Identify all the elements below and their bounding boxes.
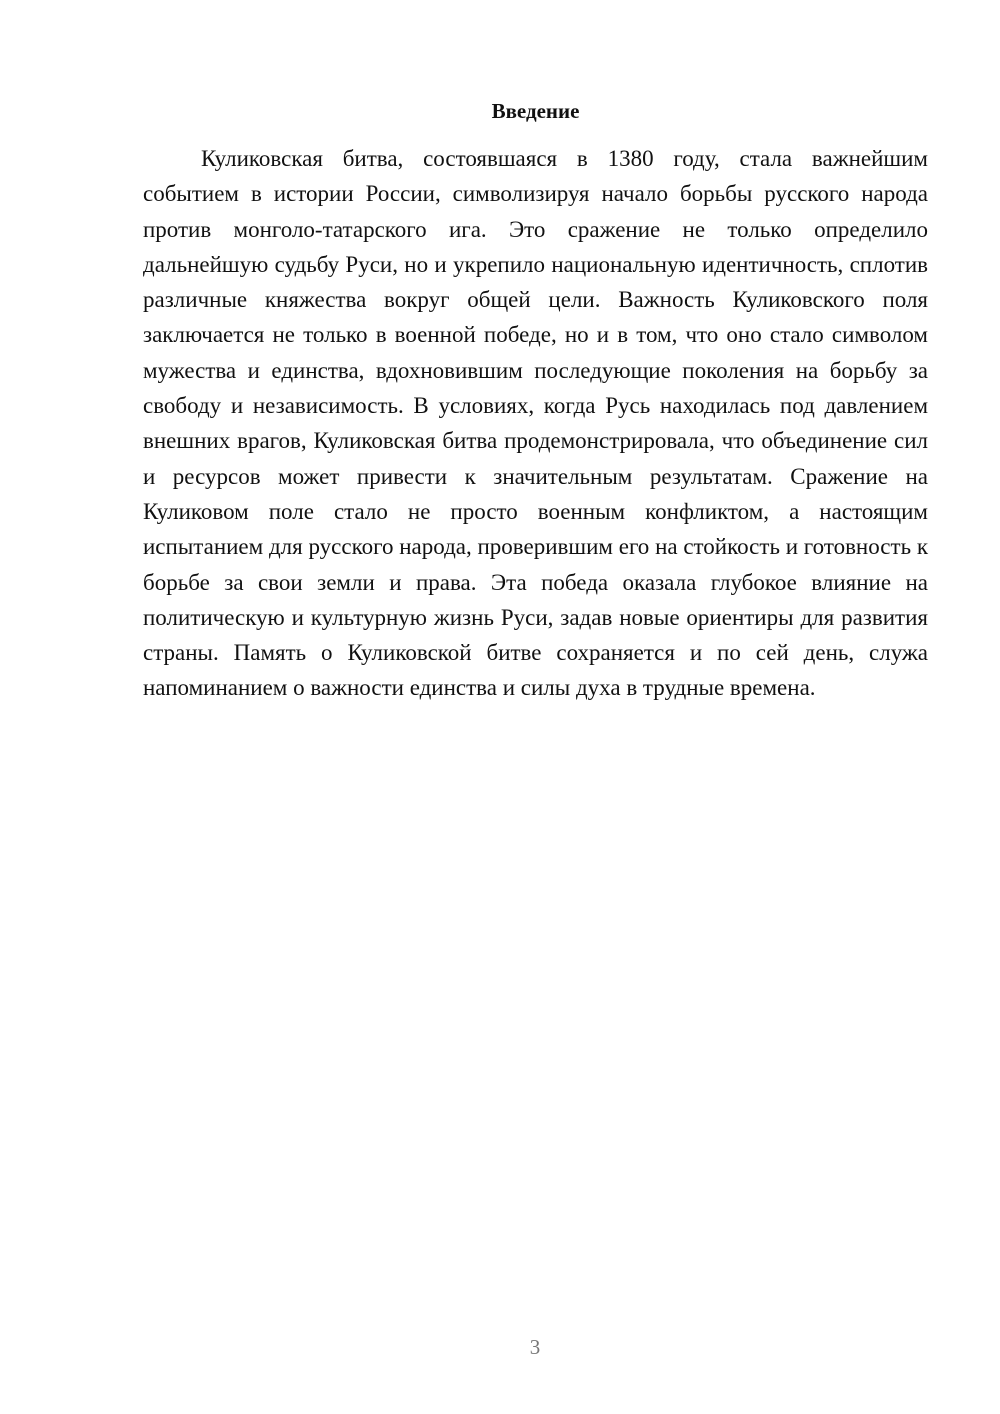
- introduction-paragraph: Куликовская битва, состоявшаяся в 1380 году, стала важнейшим событием в истории России, символизируя начало борьбы русского народа против монголо-татарского ига. Это сражение не только определило дальнейшую судьбу Руси, но и укрепило национальную идентичность, сплотив различные княжества вокруг общей цели. Важность Куликовского поля заключается не только в военной победе, но и в том, что оно стало символом мужества и единства, вдохновившим последующие поколения на борьбу за свободу и независимость. В условиях, когда Русь находилась под давлением внешних врагов, Куликовская битва продемонстрировала, что объединение сил и ресурсов может привести к значительным результатам. Сражение на Куликовом поле стало не просто военным конфликтом, а настоящим испытанием для русского народа, проверившим его на стойкость и готовность к борьбе за свои земли и права. Эта победа оказала глубокое влияние на политическую и культурную жизнь Руси, задав новые ориентиры для развития страны. Память о Куликовской битве сохраняется и по сей день, служа напоминанием о важности единства и силы духа в трудные времена.: [143, 146, 928, 701]
- page-number: 3: [529, 1335, 541, 1359]
- section-heading: Введение: [491, 99, 580, 123]
